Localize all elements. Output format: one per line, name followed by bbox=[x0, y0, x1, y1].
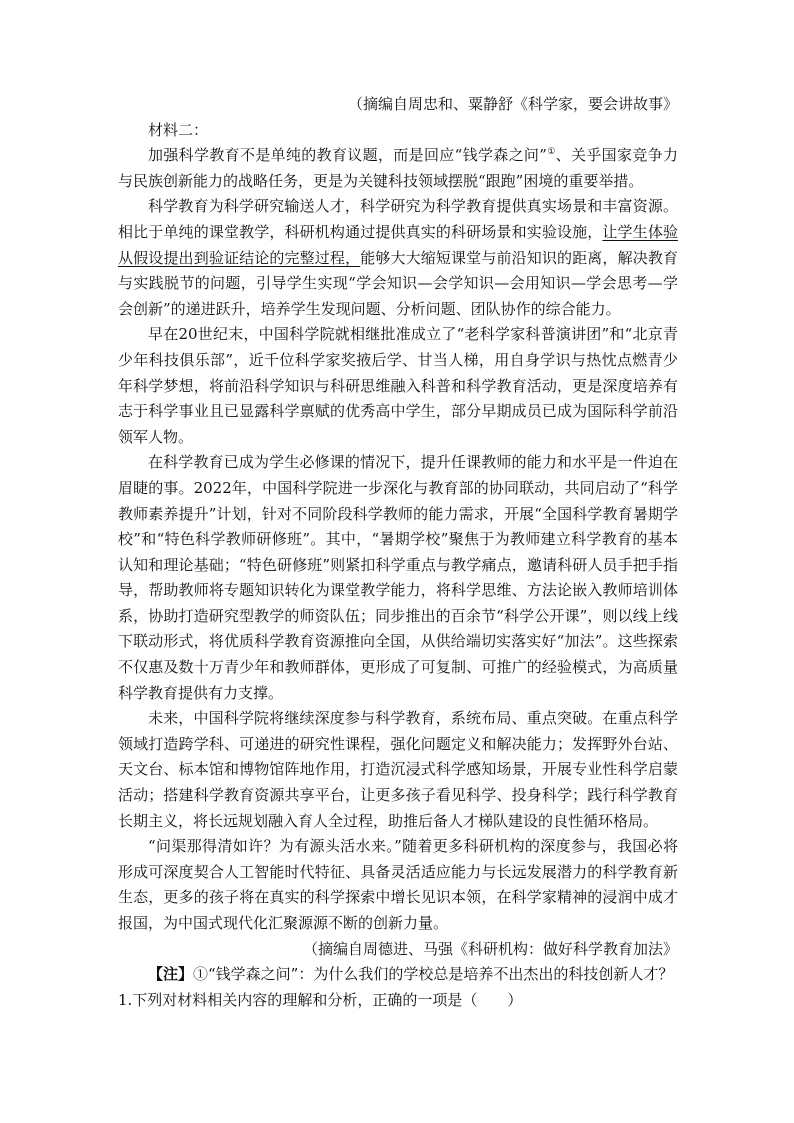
footnote-text: ①“钱学森之问”：为什么我们的学校总是培养不出杰出的科技创新人才？ bbox=[193, 965, 674, 984]
paragraph-4: 在科学教育已成为学生必修课的情况下，提升任课教师的能力和水平是一件迫在眉睫的事。2022年，中国科学院进一步深化与教育部的协同联动，共同启动了“科学教师素养提升”计划，针对不同阶段科学教师的能力需求，开展“全国科学教育暑期学校”和“特色科学教师研修班”。其中，“暑期学校”聚焦于为教师建立科学教育的基本认知和理论基础；“特色研修班”则紧扣科学重点与教学痛点，邀请科研人员手把手指导，帮助教师将专题知识转化为课堂教学能力，将科学思维、方法论嵌入教师培训体系，协助打造研究型教学的师资队伍；同步推出的百余节“科学公开课”，则以线上线下联动形式，将优质科学教育资源推向全国，从供给端切实落实好“加法”。这些探索不仅惠及数十万青少年和教师群体，更形成了可复制、可推广的经验模式，为高质量科学教育提供有力支撑。 bbox=[118, 453, 678, 702]
paragraph-2-text-a: 科学教育为科学研究输送人才，科学研究为科学教育提供真实场景和丰富资源。相比于单纯的课堂教学，科研机构通过提供真实的科研场景和实验设施， bbox=[118, 197, 678, 241]
paragraph-6: “问渠那得清如许？为有源头活水来。”随着更多科研机构的深度参与，我国必将形成可深度契合人工智能时代特征、具备灵活适应能力与长远发展潜力的科学教育新生态，更多的孩子将在真实的科学探索中增长见识本领，在科学家精神的浸润中成才报国，为中国式现代化汇聚源源不断的创新力量。 bbox=[118, 837, 678, 932]
paragraph-2 bbox=[118, 194, 678, 322]
paragraph-3: 早在20世纪末，中国科学院就相继批准成立了“老科学家科普演讲团”和“北京青少年科技俱乐部”，近千位科学家奖掖后学、甘当人梯，用自身学识与热忱点燃青少年科学梦想，将前沿科学知识与科研思维融入科普和科学教育活动，更是深度培养有志于科学事业且已显露科学禀赋的优秀高中学生，部分早期成员已成为国际科学前沿领军人物。 bbox=[118, 325, 678, 446]
underlined-sentence: 让学生体验从假设提出到验证结论的完整过程， bbox=[118, 222, 678, 267]
material-two-heading: 材料二： bbox=[148, 120, 209, 139]
paragraph-2-text-b: 能够大大缩短课堂与前沿知识的距离，解决教育与实践脱节的问题，引导学生实现“学会知识—会学知识—会用知识—学会思考—学会创新”的递进跃升，培养学生发现问题、分析问题、团队协作的综合能力。 bbox=[118, 248, 678, 318]
source-citation-2: （摘编自周德进、马强《科研机构：做好科学教育加法》 bbox=[302, 939, 678, 958]
paragraph-1 bbox=[118, 143, 678, 194]
question-1: 1.下列对材料相关内容的理解和分析，正确的一项是（ ） bbox=[118, 990, 523, 1009]
paragraph-1-text-b: 、关乎国家竞争力与民族创新能力的战略任务，更是为关键科技领域摆脱“跟跑”困境的重要举措。 bbox=[118, 146, 678, 190]
document-content bbox=[118, 92, 678, 1013]
paragraph-1-text-a: 加强科学教育不是单纯的教育议题，而是回应“钱学森之问” bbox=[148, 146, 547, 165]
footnote-label: 【注】 bbox=[148, 965, 194, 984]
footnote-marker: ① bbox=[546, 147, 556, 158]
paragraph-5: 未来，中国科学院将继续深度参与科学教育，系统布局、重点突破。在重点科学领域打造跨学科、可递进的研究性课程，强化问题定义和解决能力；发挥野外台站、天文台、标本馆和博物馆阵地作用，打造沉浸式科学感知场景，开展专业性科学启蒙活动；搭建科学教育资源共享平台，让更多孩子看见科学、投身科学；践行科学教育长期主义，将长远规划融入育人全过程，助推后备人才梯队建设的良性循环格局。 bbox=[118, 709, 678, 830]
footnote bbox=[118, 962, 678, 988]
source-citation-1: （摘编自周忠和、粟静舒《科学家，要会讲故事》 bbox=[347, 95, 678, 113]
